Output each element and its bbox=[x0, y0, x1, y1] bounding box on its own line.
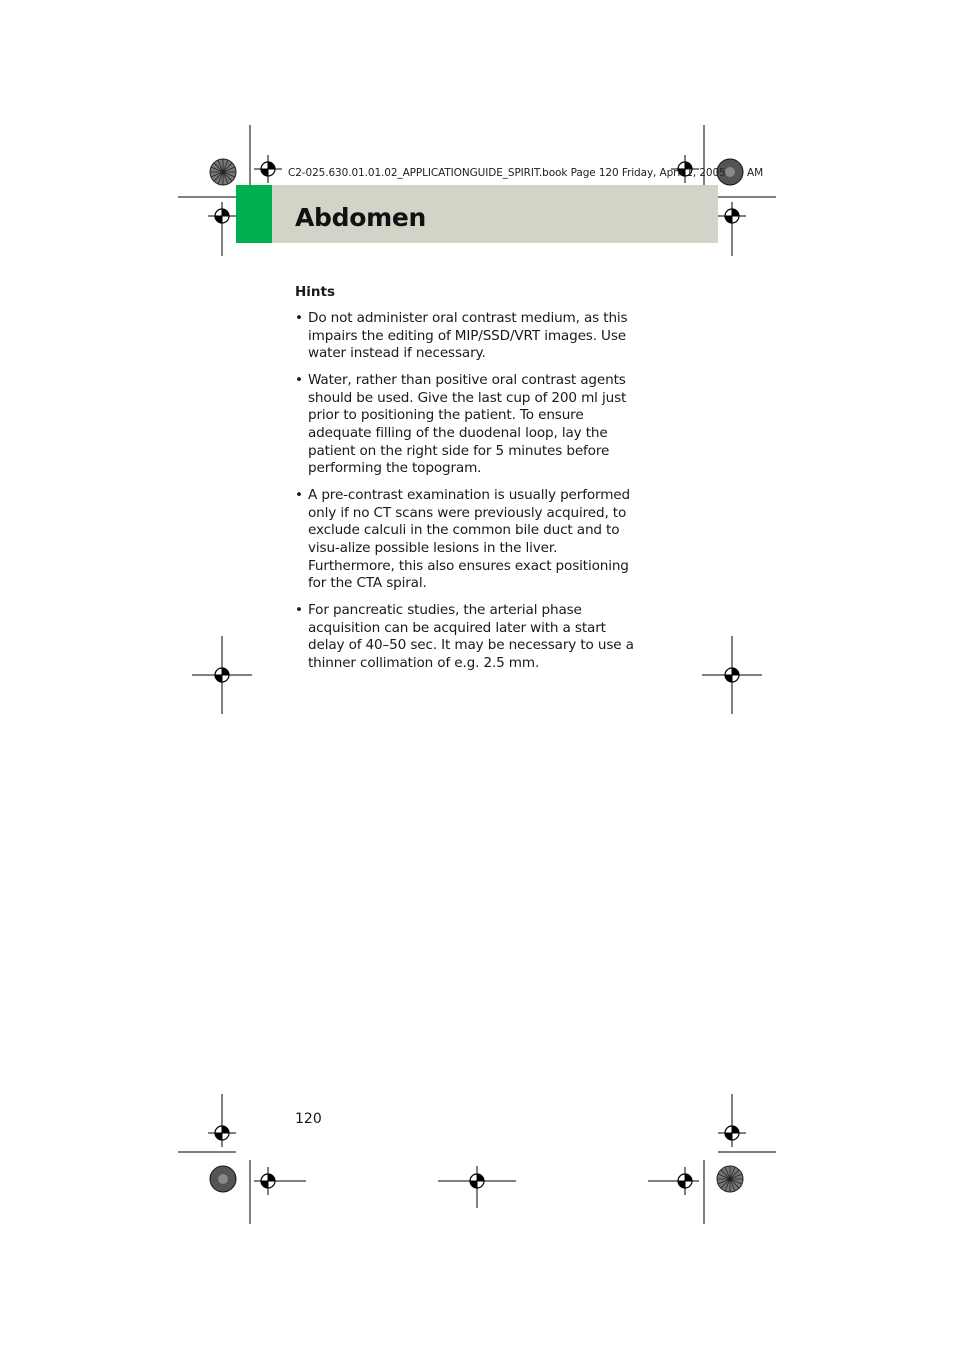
list-item bbox=[295, 310, 645, 363]
hints-list bbox=[295, 310, 645, 682]
list-item bbox=[295, 372, 645, 478]
page-number: 120 bbox=[295, 1111, 322, 1127]
book-meta-line: C2-025.630.01.01.02_APPLICATIONGUIDE_SPIRIT.book Page 120 Friday, April 1, 2005 bbox=[288, 167, 726, 179]
list-item bbox=[295, 487, 645, 593]
bullet-symbol: • bbox=[295, 371, 303, 388]
bullet-symbol: • bbox=[295, 601, 303, 618]
list-item-text: For pancreatic studies, the arterial phase acquisition can be acquired later with a start delay of 40–50 sec. It may be necessary to use a thinner collimation of e.g. 2.5 mm. bbox=[308, 601, 634, 672]
title-accent-block bbox=[236, 185, 272, 243]
list-item bbox=[295, 602, 645, 673]
page-title: Abdomen bbox=[295, 203, 427, 232]
list-item-text: Do not administer oral contrast medium, as this impairs the editing of MIP/SSD/VRT images. Use water instead if necessary. bbox=[308, 310, 628, 362]
list-item-text: A pre-contrast examination is usually performed only if no CT scans were previously acquired, to exclude calculi in the common bile duct and to visu-alize possible lesions in the liver. Furthermore, this also ensures exact positioning for the CTA spiral. bbox=[308, 486, 630, 592]
bullet-symbol: • bbox=[295, 310, 303, 326]
book-meta-time: AM bbox=[747, 167, 764, 179]
section-heading: Hints bbox=[295, 284, 336, 300]
bullet-symbol: • bbox=[295, 486, 303, 503]
list-item-text: Water, rather than positive oral contrast agents should be used. Give the last cup of 200 ml just prior to positioning the patient. To ensure adequate filling of the duodenal loop, lay the patient on the right side for 5 minutes before performing the topogram. bbox=[308, 371, 627, 477]
